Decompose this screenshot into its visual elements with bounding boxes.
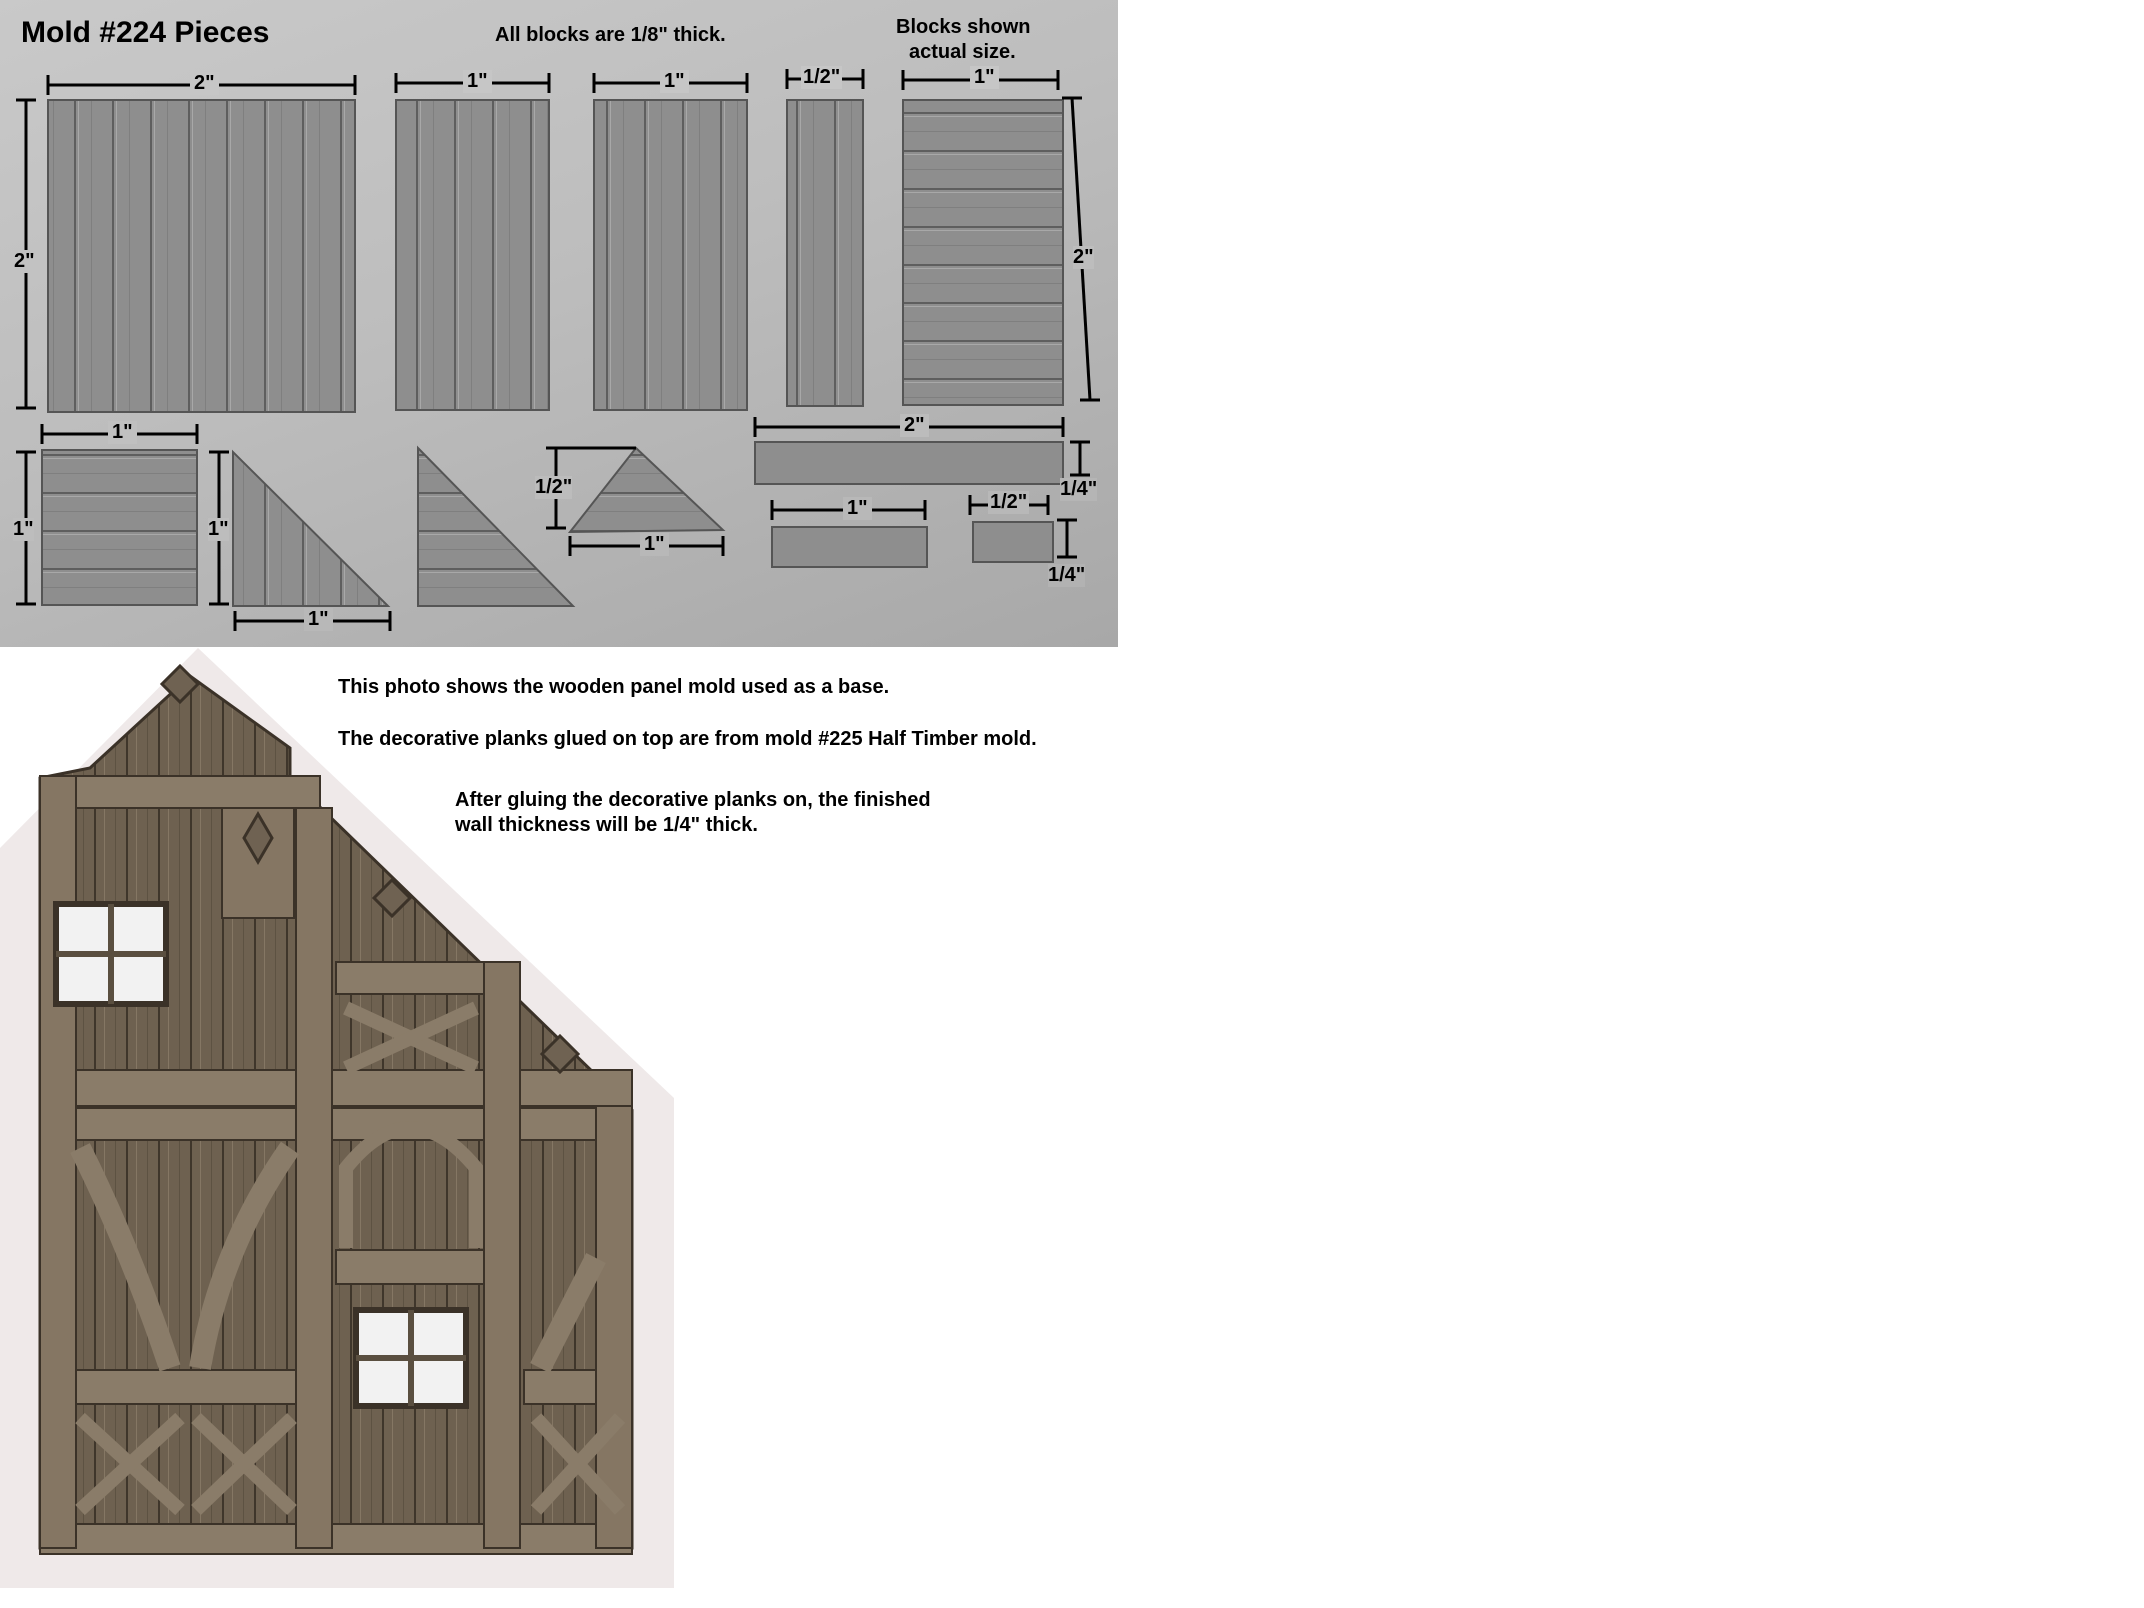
caption-line-2: The decorative planks glued on top are from mold #225 Half Timber mold. [338, 728, 1037, 750]
dim-1in-h: 1" [640, 533, 669, 556]
panel-1x2-horizontal [903, 100, 1063, 405]
triangle-vertical [233, 452, 388, 606]
dim-2in-strip: 2" [900, 414, 929, 437]
dim-1in-b: 1" [660, 70, 689, 93]
size-note-line2: actual size. [909, 41, 1016, 63]
panel-1x1 [42, 450, 197, 605]
triangle-small [570, 448, 723, 532]
size-note-line1: Blocks shown [896, 16, 1031, 38]
page-title: Mold #224 Pieces [21, 16, 270, 49]
dim-1in-e: 1" [13, 518, 34, 540]
dim-1in-g: 1" [304, 608, 333, 631]
dim-quarter-b: 1/4" [1048, 564, 1086, 586]
dim-half-left: 1/2" [535, 476, 573, 498]
dim-1in-c: 1" [970, 66, 999, 89]
dim-1in-i: 1" [843, 497, 872, 520]
dim-2in-right: 2" [1073, 246, 1094, 268]
dim-quarter-a: 1/4" [1060, 478, 1098, 500]
dim-half-top: 1/2" [803, 66, 841, 88]
dim-1in-d: 1" [108, 421, 137, 444]
strip-1x-quarter [772, 527, 927, 567]
thickness-note: All blocks are 1/8" thick. [495, 24, 726, 46]
dim-half-strip: 1/2" [990, 491, 1028, 513]
strip-2x-quarter [755, 442, 1063, 484]
panel-1x2-b [594, 100, 747, 410]
caption-line-3b: wall thickness will be 1/4" thick. [455, 814, 758, 836]
panel-1x2-a [396, 100, 549, 410]
panel-2x2 [48, 100, 355, 412]
mold-pieces-photo [0, 0, 1118, 647]
dim-1in-a: 1" [463, 70, 492, 93]
dim-1in-f: 1" [208, 518, 229, 540]
caption-line-1: This photo shows the wooden panel mold used as a base. [338, 676, 890, 698]
caption-line-3a: After gluing the decorative planks on, the finished [455, 789, 931, 811]
mold-pieces-illustration [0, 0, 1118, 647]
dim-2in-left: 2" [14, 250, 35, 272]
panel-half-x2 [787, 100, 863, 406]
dim-2in-top: 2" [190, 72, 219, 95]
strip-half-x-quarter [973, 522, 1053, 562]
